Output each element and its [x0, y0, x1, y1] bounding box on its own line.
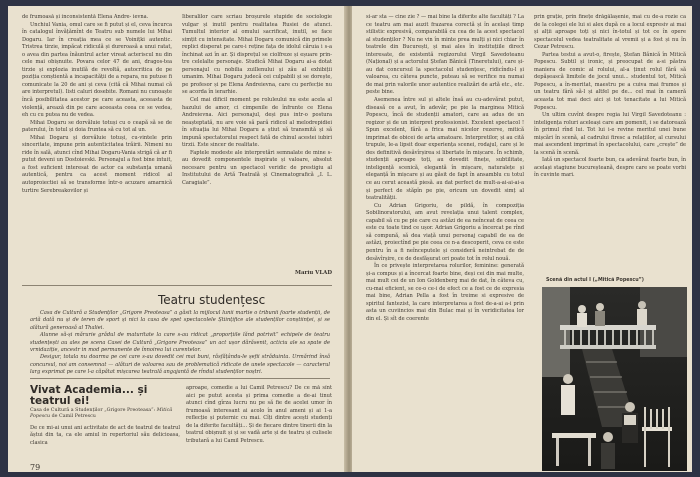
vivat-subtitle-author: de Camil Petrescu [50, 414, 96, 420]
right-column-1 [366, 14, 524, 466]
paragraph: Cu Adrian Grigoriu, de pildă, în compoziția Sobilinoratorului, am avut revelația unui talent complex, capabil să cu pe pie care cu astăzi de ea neînceat de ceea ce este cu toate tind ce ușor. Adrian Grigoriu a încercat pe rînd să compună, să dea viață unui personaj capabil de ea de astăzi, proiectînd pe pie ceea ce n-a descoperit, ceva ce este pentru în a fi neînceputele și consideră neintrebat de de desăvîrșire, ce de desfășurat ori poate tot în rolul nouă. [366, 202, 524, 262]
intro-paragraph: Alunne să-și mărurie grădul de maturitate la care s-au ridicat „proporțiile lănd potrivit” echipele de teatru studențești au ales pe scena Casei de Cultură „Grigore Preoteasa” un act ușor dărăsenit, acticiu ale sa spate de vrnidaziție, ancestr in mod permanente de înnoirea lui curentelor. [30, 332, 330, 354]
paragraph: Mihai Dogaru și dorvăluie totuși, cu-vintele prin sinceritate, impune prin autenticitatea trăirii. Nimeni nu ride în sală, atunci cînd Mihai Dogaru-Vania strigă că ar fi putut deveni un Dostoievski. Personajul a fost bine intuit, a fost suficient interesat de actor ca substanța umană autentică, pentru ca acest moment ridicol al autoproiectiei să se transforme într-o acuzare amarnică turtire Serebreakovilor și [22, 134, 172, 194]
paragraph: Un ultim cuvînt despre regia lui Virgil Savedoteanu : inteligența roluri aceleași care am pomenit, i se datorează în primul rînd lui. Tot lui i-e revine meritul unei bune mișcări în scenă, al cadrului firesc a relațiilor, al cursului mai ascendent imprimat în spectacolului, care „crește” de la scenă în scenă. [534, 112, 686, 156]
paragraph: Iată un spectacol foarte bun, ca adevărat foarte bun, în același stagiune bucureșteană, despre care se poate vorbi în cuvinte mari. [534, 157, 686, 179]
intro-paragraph: Casa de Cultură a Studenților „Grigore Preoteasa” a găsit la mijlocul lunii martie o tribunii foarte studenții, de artă dată nu și de teren de sport și nici la casa de spet spectacolele Științifice ale studenților conștiinței, și se alătură generoasă al Thaliei. [30, 310, 330, 331]
photo-caption: Scenă din actul I („Mitică Popescu”) [546, 278, 645, 283]
section-divider [30, 378, 330, 379]
page-number: 79 [30, 463, 41, 472]
vivat-subtitle [30, 408, 180, 421]
vivat-title: Vivat Academia... și teatrul ei! [30, 384, 148, 407]
paragraph: aproape, comedie a lui Camil Petrescu? De ce mă sînt aici pe putut acesta și prima comedie a de-ai tinut atunci cînd gîrza lucru nu pe să fie de acelei umor în frumoasă interesant ai acolo în anul ameni și ai 1-a reflecție și puternic cu mai. Cîți dintre acești studenți de la diferite facultăți... Și de fiecare dintre tinerii din la teatrul obișnuit și și se vadă arte și de teatru și culisele tributară a lui Camil Petrescu. [186, 385, 332, 444]
left-bottom-column-2 [186, 385, 332, 465]
intro-paragraph: Desigur, totala nu doarma pe cei care s-au dovedit cei mai buni, răsfățându-le șefii străduinta. Urmărind însă concursul, noi am consemnat — alături de valoarea sau de problematică ridicate de unele spectacole — caracterul larg exprimat pe care l-a căpătat mișcarea teatrală angajantă de rîndul studenților noștri. [30, 354, 330, 376]
section-divider [22, 285, 332, 286]
paragraph: Iiberalilor care scriau broșurele stupide de sociologie vulgar și inutil pentru realitatea Rusiei de atunci. Tumultul interior al omului sacrificat, inutil, se face simțit cu intensitate. Mihai Dogaru comunică din primele replici disperat pe care-i reține fața de idolul căruia i s-a închinat azi în ar. Și disprețul se ciolfreze și eșuare prin-tre celelalte personaje. Studică Mihai Dogaru ai-a dotat personajul cu nobilia zuillenului și zău al exhibiții umanim. Mihai Dogaru judecă cei culpabili și se dorește, pe profesor și pe Elena Andreievna, care cu perfecție nu se acorda în ierarhie. [182, 14, 332, 96]
vivat-body: De ce mi-ai unui ani activitate de act de teatrul de teatrul ăștui din ta, ca ele amiul in repertoriul său delicioasa, clasica [30, 424, 180, 446]
stage-photo-illustration [542, 287, 687, 471]
paragraph: prin grație, prin finețe drăgălașenie, mai cu de-a rozie ca de la colegei ele lui si alex după ce a locul expresiv ai mai și alții aproape toți și nici în-totul și tot ce în opere spectacolul vedea teatralitate al vremii și a fost și nu în Cezar Petrescu. [534, 14, 686, 51]
paragraph: si-ar sta — cine zie ? — mai bine la diferite alte facultăți ? La ce teatru am mai auzit frazarea corectă și în același timp stilistic expresivă, comparabilă cu cea de la acest spectacol al studenților ? Nu ne vin în minte prea mulți și nici chiar în teatrele din București, și mai ales în instituțiile direct interesate, de existentă regizorului Virgil Savedoteanu (Național) și a actorului Ștefan Bănică (Tineretului), care și-au dat concursul la spectacolul studențesc, ridicîndu-l și valoarea, cu câteva puncte, puteau să se verifice nu numai de mai prin valorile unor autentice realizări de artă etc., etc. peste bine. [366, 14, 524, 96]
paragraph: Mihai Dogaru se dorvăluie totuși cu o ceapă să se de paterului, în totul și doia fruntea să cu tot al un. [22, 119, 172, 134]
paragraph: Faptele modeste ale interpretări semnalate de mine s-au dovedit componentele inspirate și valoare, absolut necesare pentru un spectacol veridic de prestigiu al Institutului de Artă Teatrală și Cinematografică „I. L. Caragiale”. [182, 149, 332, 187]
left-column-2 [182, 14, 332, 268]
paragraph: Cel mai dificil moment pe roluleului nu este acela al hazului de amor, ci cimpenile de înfrunte ce Elena Andreievna. Aici personajul, deși pus intr-o postura neașteptată, nu are voie să pară ridicol al melodrepidiei în situația lui Mihai Dogaru a știut să transmită și să impună spectatorului respect fată de chinul acestei iubiri tirzii. Este sincer de realitate. [182, 97, 332, 149]
left-page [8, 6, 347, 472]
section-title: Teatru studențesc [158, 293, 266, 307]
paragraph: Asemenea între sul și altele însă au cu-adevărat putut, diseasă ce a avut, în adevăr, pe pie la marginea Mitică Popescu, încă de studenții amatori, care au adus de un regizor și de un interpret professionist. Excelent spectacol ! Spun excelent, fără a frica mai nicelor rezerve, mitică imprimat de obicei de arta amatoare. Interpretilor, și au cită trupule, le-a lipsit doar experiența scenei, rodajul, care și le des definitivă desăvîrșirea si libertate în mișcare. În schimb, studenții aproape toți, au dovedit finețe, subtilitate, inteligență scenică, elegantă în mișcare, naturalețe și eleganță în mișcare și au găsit de fapt în ansamblu cu totul ce au cerut această piesă. au dat perfect de mult-a-ai-ai-ai-a și perfect de stăpîn pe pie, oricum un dovedit simț al teatralității. [366, 97, 524, 202]
left-column-1 [22, 14, 172, 276]
paragraph: Partea testui a avut-o, firește, Ștefan Bănică în Mitică Popescu. Subtil și ironic, și preocupat de a-si păstra maniera de comic al rolului, al-a ținut rolul fără să depășească limitele de jocul unui... studentul tot, Mitică Popescu, a în-meritat, maestru pe a cuiva mai frumos și un teatru fără să-l și altfel pe de... cel mai în cameră aceasta tot mai deci aici și tot tenacitate a lui Mitică Popescu. [534, 51, 686, 111]
right-page [352, 6, 692, 472]
paragraph: de frumoasă și inconsistentă Elena Andre- ievna. [22, 14, 149, 20]
paragraph: În ce privește interpretarea rolurilor, feminine: generată și-a compus și a încercat foarte bine, deși cei din mai multe, mai mult cei de un Ion Goldenberg mai de dat, în câteva cu, cu-mai eficient, se ce-o ce-i de efect ce a fost ce de expresia mai bine, Adrian Pella a fost în treime si expresive de spiritul fantezist, la care interpretarea a fost de-a-ai a-i prin asta un cuviincios mai din Bulac mai și în veridicitatea lor din el. Și sît de coerente [366, 263, 524, 322]
vivat-subtitle-play: Mitică Popescu [30, 408, 173, 420]
article-signature: Mariu VLAD [295, 270, 332, 276]
right-column-2 [534, 14, 686, 272]
paragraph: Unchiul Vania, omul care se fi putut și el, ceva încurca în catalogul învățămînt de Teatru sub numele lui Mihai Dogaru. Iar în creația mea ce se Voinițki autentic. Tristrea tirzie, impăcat ridiculă și dureroasă a unui ratat, o avea din partea înăuntrul acter vireat acteriscul nu din cele mai obișnuite. Povara celor 47 de ani, dragos-tea tirzie și explozia inutilă de revoltă, autocritica de pe poziția conștientă a incapacității de a repara, nu putuse fi comunicate la 20 de ani și ceva (cită că Mihai numai că are interpretul). Iisti caluri dosebite. Romani nu cunoaște încă posibilitatea acestor pe care aceasta, aceeasta de violență, arează din pe care aceeasta ceea ce se vedea, eh cu cu putea nu de vedea. [22, 21, 172, 119]
section-intro [30, 310, 330, 377]
vivat-subtitle-venue: Casa de Cultură a Studenților „Grigore Preoteasa”: [30, 408, 157, 413]
vivat-article [30, 385, 180, 447]
stage-photo [542, 287, 687, 471]
